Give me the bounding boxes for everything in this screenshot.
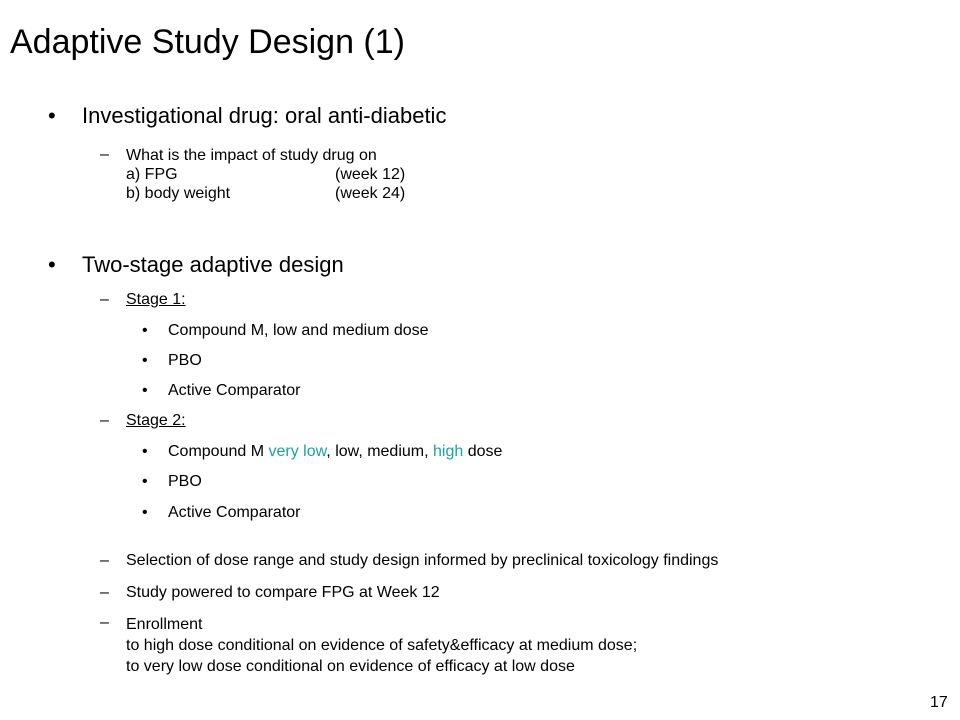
subitem-enrollment	[100, 614, 637, 677]
bullet-marker: •	[142, 504, 148, 521]
enrollment-title: Enrollment	[126, 616, 203, 633]
subitem-stage-2	[100, 412, 186, 430]
bullet-marker: •	[48, 103, 56, 128]
study-question-block	[126, 146, 405, 203]
enrollment-line: to high dose conditional on evidence of safety&efficacy at medium dose;	[126, 637, 638, 654]
endpoint-fpg-week: (week 12)	[335, 166, 406, 183]
subitem-study-powered	[100, 584, 440, 602]
stage-1-label: Stage 1:	[126, 291, 186, 308]
stage-2-item-text: Active Comparator	[168, 504, 301, 521]
dose-very-low-highlight: very low	[268, 443, 327, 460]
bullet-marker: •	[142, 473, 148, 490]
dose-high-highlight: high	[433, 443, 464, 460]
stage-2-item	[142, 504, 301, 522]
subitem-dose-selection	[100, 552, 718, 570]
heading-two-stage-design: Two-stage adaptive design	[82, 252, 344, 277]
bullet-marker: •	[142, 322, 148, 339]
dash-marker: –	[100, 614, 109, 631]
dose-middle-text: , low, medium,	[326, 443, 433, 460]
stage-1-item-text: Compound M, low and medium dose	[168, 322, 429, 339]
enrollment-block	[126, 614, 637, 677]
dash-marker: –	[100, 552, 109, 569]
bullet-marker: •	[142, 352, 148, 369]
stage-1-item	[142, 322, 429, 340]
page-number: 17	[930, 694, 948, 711]
enrollment-line: to very low dose conditional on evidence of efficacy at low dose	[126, 658, 575, 675]
question-line	[126, 146, 405, 165]
bullet-marker: •	[142, 382, 148, 399]
stage-2-item	[142, 473, 202, 491]
stage-1-item	[142, 352, 202, 370]
dose-suffix: dose	[463, 443, 503, 460]
stage-1-item-text: Active Comparator	[168, 382, 301, 399]
stage-1-item	[142, 382, 301, 400]
stage-2-item-text: PBO	[168, 473, 202, 490]
dose-selection-text: Selection of dose range and study design informed by preclinical toxicology findings	[126, 552, 719, 569]
stage-1-item-text: PBO	[168, 352, 202, 369]
question-text: What is the impact of study drug on	[126, 147, 377, 164]
subitem-stage-1	[100, 291, 186, 309]
heading-investigational-drug: Investigational drug: oral anti-diabetic	[82, 103, 447, 128]
stage-2-item-compound	[142, 443, 502, 461]
subitem-study-question	[100, 146, 405, 203]
dash-marker: –	[100, 584, 109, 601]
slide-title: Adaptive Study Design (1)	[10, 23, 405, 61]
bullet-marker: •	[48, 252, 56, 277]
dash-marker: –	[100, 291, 109, 308]
dash-marker: –	[100, 412, 109, 429]
bullet-marker: •	[142, 443, 148, 460]
study-powered-text: Study powered to compare FPG at Week 12	[126, 584, 440, 601]
endpoint-fpg	[126, 165, 405, 184]
endpoint-body-weight-week: (week 24)	[335, 185, 406, 202]
stage-2-label: Stage 2:	[126, 412, 186, 429]
bullet-investigational-drug	[48, 103, 446, 129]
compound-prefix: Compound M	[168, 443, 269, 460]
endpoint-fpg-label: a) FPG	[126, 166, 178, 183]
endpoint-body-weight-label: b) body weight	[126, 185, 231, 202]
bullet-two-stage-design	[48, 252, 344, 278]
dash-marker: –	[100, 146, 109, 163]
endpoint-body-weight	[126, 184, 405, 203]
